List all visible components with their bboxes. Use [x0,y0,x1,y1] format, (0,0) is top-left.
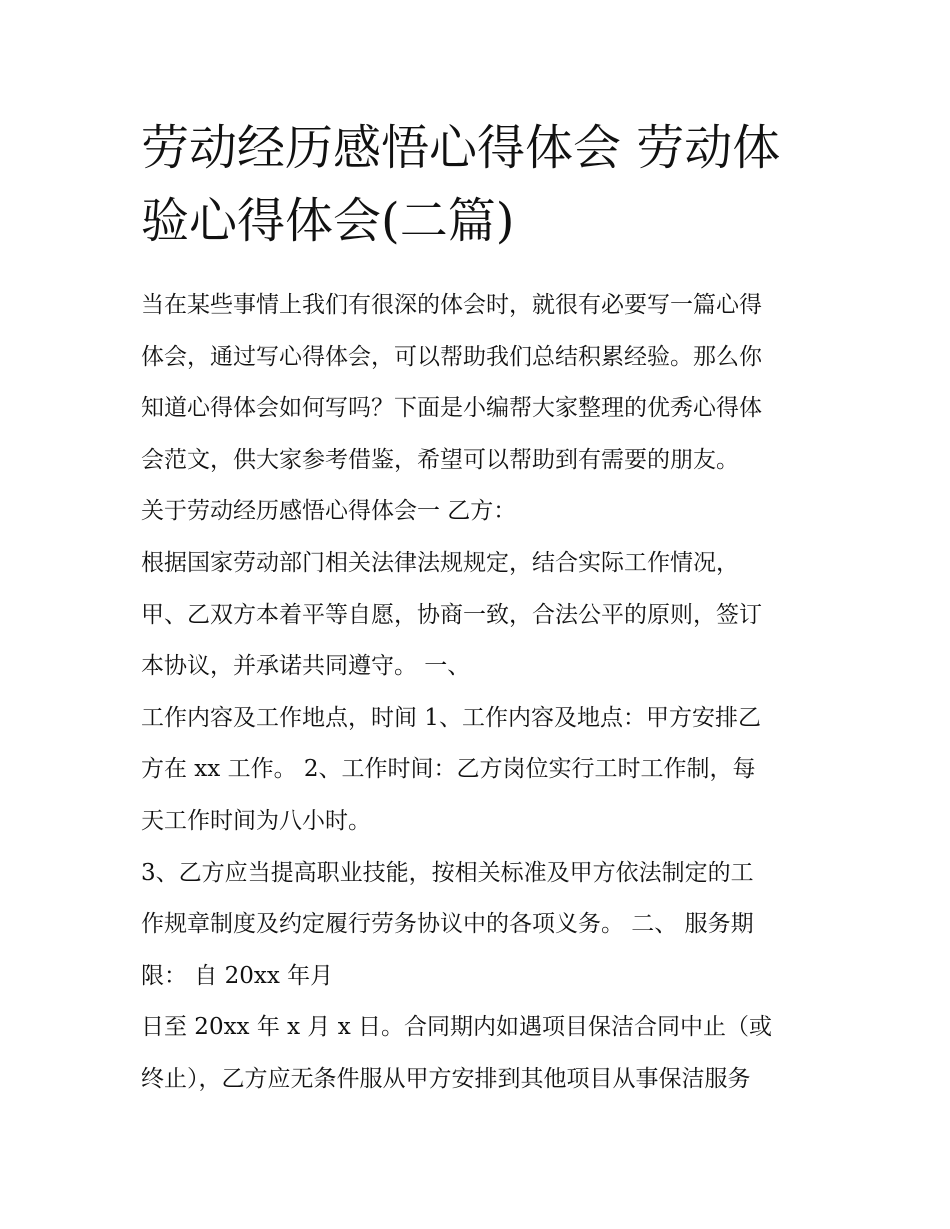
body-line-3: 知道心得体会如何写吗？下面是小编帮大家整理的优秀心得体 [141,395,762,422]
body-line-8: 本协议，并承诺共同遵守。 一、 [141,653,471,680]
body-line-7: 甲、乙双方本着平等自愿，协商一致，合法公平的原则，签订 [141,601,762,628]
body-line-9: 工作内容及工作地点，时间 1、工作内容及地点：甲方安排乙 [141,704,761,731]
body-line-12: 3、乙方应当提高职业技能，按相关标准及甲方依法制定的工 [141,859,754,886]
document-title: 劳动经历感悟心得体会 劳动体验心得体会(二篇) [141,120,781,249]
body-line-13: 作规章制度及约定履行劳务协议中的各项义务。 二、 服务期 [141,911,754,938]
body-line-4: 会范文，供大家参考借鉴，希望可以帮助到有需要的朋友。 [141,446,739,473]
document-body [141,280,821,1106]
body-line-2: 体会，通过写心得体会，可以帮助我们总结积累经验。那么你 [141,343,762,370]
body-line-16: 终止），乙方应无条件服从甲方安排到其他项目从事保洁服务 [141,1065,751,1092]
body-line-10: 方在 xx 工作。 2、工作时间：乙方岗位实行工时工作制，每 [141,756,756,783]
body-line-1: 当在某些事情上我们有很深的体会时，就很有必要写一篇心得 [141,292,762,318]
body-line-6: 根据国家劳动部门相关法律法规规定，结合实际工作情况， [141,549,739,576]
document-content [141,112,821,1106]
body-line-14: 限： 自 20xx 年月 [141,962,334,989]
body-line-5: 关于劳动经历感悟心得体会一 乙方： [141,498,517,525]
body-line-11: 天工作时间为八小时。 [141,807,371,834]
body-line-15: 日至 20xx 年 x 月 x 日。合同期内如遇项目保洁合同中止（或 [141,1014,773,1041]
